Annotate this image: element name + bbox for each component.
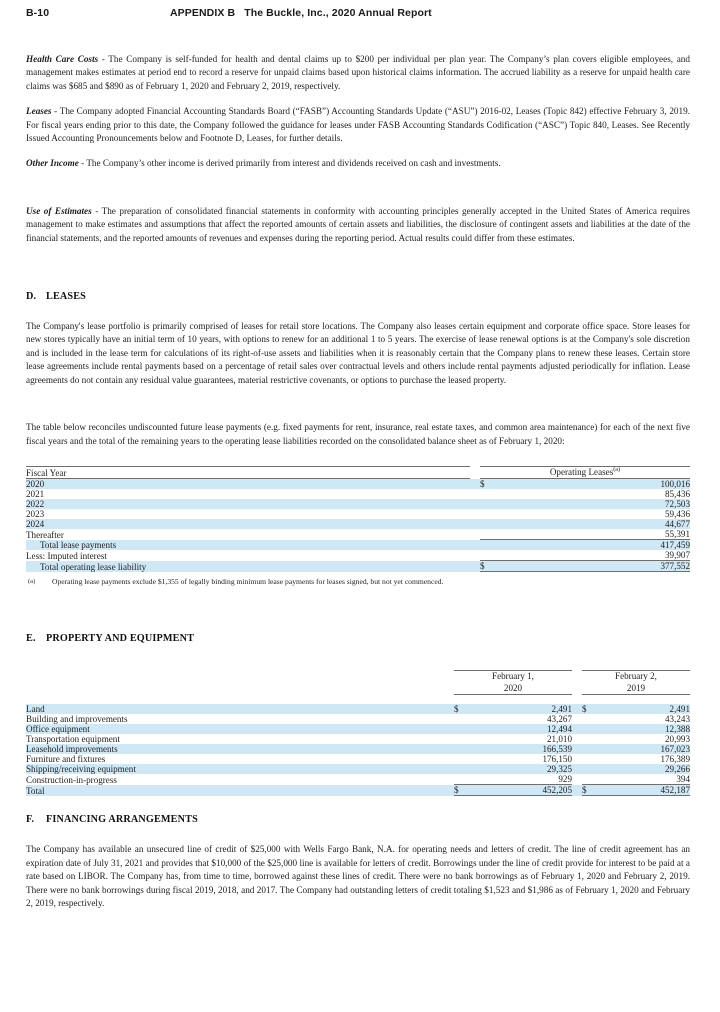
- row-label: Less: Imputed interest: [26, 550, 107, 561]
- row-value: 55,391: [664, 529, 690, 540]
- row-value-2019: 394: [676, 774, 690, 785]
- row-gap: [470, 519, 480, 529]
- table-row: [26, 744, 690, 754]
- table-row: [26, 734, 690, 744]
- row-currency-2019: [582, 754, 604, 764]
- row-value-2020: 929: [558, 774, 572, 785]
- section-title: LEASES: [46, 291, 86, 303]
- column-gap: [572, 671, 582, 695]
- row-value-2020: 21,010: [546, 734, 572, 745]
- table-header-spacer-row: [26, 695, 690, 705]
- row-value-2019: 452,187: [604, 785, 690, 796]
- policy-lead: Other Income: [26, 158, 79, 169]
- financing-arrangements-paragraph: The Company has available an unsecured line of credit of $25,000 with Wells Fargo Bank, N.A. for operating needs and letters of credit. The line of credit agreement has an expiration date of July 31, 2021 and provides that $10,000 of the $25,000 line is available for letters of credit. Borrowings under the line of credit provide for interest to be paid at a rate based on LIBOR. The Company has, from time to time, borrowed against these lines of credit. There were no bank borrowings as of February 1, 2020 and February 2, 2019. There were no bank borrowings during fiscal 2019, 2018, and 2017. The Company had outstanding letters of credit totaling $1,523 and $1,986 as of February 1, 2020 and February 2, 2019, respectively.: [26, 844, 690, 909]
- row-currency-2020: [454, 764, 476, 774]
- row-gap: [444, 774, 454, 785]
- row-value: 377,552: [502, 561, 690, 572]
- table-row: [26, 550, 690, 561]
- policy-health-care-costs: [26, 53, 690, 93]
- row-currency-2020: [454, 774, 476, 785]
- table-header-row: [26, 466, 690, 479]
- row-gap: [470, 509, 480, 519]
- row-label: 2023: [26, 509, 45, 520]
- footnote-text: Operating lease payments exclude $1,355 of legally binding minimum lease payments for leases signed, but not yet commenced.: [52, 577, 444, 587]
- section-letter: F.: [26, 814, 35, 826]
- table-body: [26, 704, 690, 796]
- row-label: Transportation equipment: [26, 734, 120, 745]
- row-value-2019: 176,389: [660, 754, 690, 765]
- row-label: 2022: [26, 499, 470, 509]
- lease-table-intro: The table below reconciles undiscounted future lease payments (e.g. fixed payments for rent, insurance, real estate taxes, and common area maintenance) for each of the next five fiscal years and the total of the remaining years to the operating lease liabilities recorded on the consolidated balance sheet as of February 1, 2020:: [26, 422, 690, 446]
- column-gap: [470, 466, 480, 479]
- row-currency-2020: [454, 754, 476, 764]
- row-gap: [572, 724, 582, 734]
- row-gap: [470, 561, 480, 572]
- row-label: Construction-in-progress: [26, 774, 117, 785]
- table-row: [26, 499, 690, 509]
- row-gap: [444, 724, 454, 734]
- row-gap: [572, 774, 582, 785]
- row-label: Furniture and fixtures: [26, 754, 106, 765]
- footnote-marker: (a): [28, 578, 36, 586]
- table-row: [26, 754, 690, 764]
- header-line-1: February 2,: [615, 671, 657, 682]
- table-row: [26, 509, 690, 519]
- row-value: 72,503: [502, 499, 690, 509]
- row-gap: [444, 744, 454, 754]
- table-row-total: [26, 785, 690, 796]
- row-currency: [480, 529, 502, 540]
- column-gap: [444, 671, 454, 695]
- row-gap: [470, 499, 480, 509]
- row-currency: $: [480, 561, 502, 572]
- appendix-label: APPENDIX B: [170, 7, 236, 19]
- row-label: Total operating lease liability: [26, 561, 470, 572]
- row-label: Total: [26, 785, 444, 796]
- row-value: 59,436: [664, 509, 690, 520]
- row-currency-2019: $: [582, 785, 604, 796]
- policy-lead: Use of Estimates: [26, 205, 92, 216]
- section-title: FINANCING ARRANGEMENTS: [46, 814, 198, 826]
- row-currency: [480, 489, 502, 499]
- row-currency-2020: $: [454, 704, 476, 714]
- row-currency-2020: $: [454, 785, 476, 796]
- table-body: [26, 479, 690, 572]
- row-currency: $: [480, 479, 502, 490]
- policy-lead: Leases: [26, 106, 52, 117]
- row-value: 417,459: [502, 540, 690, 551]
- row-currency-2019: $: [582, 704, 604, 714]
- header-line-2: 2020: [503, 682, 523, 693]
- table-row: [26, 489, 690, 499]
- row-gap: [444, 754, 454, 764]
- section-letter: D.: [26, 291, 37, 303]
- row-gap: [444, 785, 454, 796]
- row-gap: [470, 529, 480, 540]
- property-and-equipment-table: [26, 670, 690, 796]
- table-row: [26, 479, 690, 490]
- leases-paragraph: The Company's lease portfolio is primarily comprised of leases for retail store locations. The Company also leases certain equipment and corporate office space. Store leases for new stores typically have an initial term of 10 years, with options to renew for an additional 1 to 5 years. The exercise of lease renewal options is at the Company's sole discretion and is included in the lease term for calculations of its right-of-use assets and liabilities when it is reasonably certain that the Company plans to renew these leases. Certain store lease agreements include rental payments based on a percentage of retail sales over contractual levels and others include rental payments adjusted periodically for inflation. Lease agreements do not contain any residual value guarantees, material restrictive covenants, or options to purchase the leased property.: [26, 321, 690, 385]
- row-value-2020: 43,267: [546, 714, 572, 725]
- row-gap: [444, 764, 454, 774]
- row-label: Leasehold improvements: [26, 744, 444, 754]
- row-currency-2019: [582, 734, 604, 744]
- row-value-2020: 2,491: [476, 704, 572, 714]
- row-currency-2019: [582, 764, 604, 774]
- table-header-row: [26, 671, 690, 695]
- row-gap: [444, 704, 454, 714]
- row-currency-2019: [582, 744, 604, 754]
- row-currency-2020: [454, 714, 476, 724]
- row-currency: [480, 550, 502, 561]
- table-row: [26, 724, 690, 734]
- table-row: [26, 764, 690, 774]
- row-value-2020: 29,325: [476, 764, 572, 774]
- table-row-subtotal: [26, 540, 690, 551]
- row-currency: [480, 519, 502, 529]
- row-gap: [470, 489, 480, 499]
- page-folio: B-10: [26, 7, 50, 19]
- column-header-fiscal-year: Fiscal Year: [26, 466, 470, 479]
- row-value-2019: 20,993: [664, 734, 690, 745]
- policy-text: - The preparation of consolidated financial statements in conformity with accounting principles generally accepted in the United States of America requires management to make estimates and assumptions that affect the reported amounts of certain assets and liabilities, the disclosure of contingent assets and liabilities at the date of the financial statements, and the reported amounts of revenues and expenses during the reporting period. Actual results could differ from these estimates.: [26, 205, 690, 243]
- row-gap: [470, 540, 480, 551]
- table-row-total: [26, 561, 690, 572]
- row-currency-2019: [582, 774, 604, 785]
- page-running-head: [26, 0, 690, 19]
- row-gap: [444, 714, 454, 724]
- row-currency: [480, 509, 502, 519]
- section-title: PROPERTY AND EQUIPMENT: [46, 633, 195, 645]
- row-currency-2020: [454, 744, 476, 754]
- row-currency: [480, 540, 502, 551]
- row-gap: [572, 714, 582, 724]
- row-value-2020: 12,494: [476, 724, 572, 734]
- row-label: Land: [26, 704, 444, 714]
- row-gap: [444, 734, 454, 744]
- footnote-marker: (a): [613, 465, 621, 473]
- column-header-blank: [26, 671, 444, 695]
- column-header-february-1-2020: [454, 671, 572, 695]
- row-gap: [572, 734, 582, 744]
- lease-table-footnote: [26, 572, 690, 587]
- row-value: 39,907: [664, 550, 690, 561]
- row-label: Total lease payments: [26, 540, 470, 551]
- row-gap: [572, 785, 582, 796]
- row-value-2020: 166,539: [476, 744, 572, 754]
- policy-leases: [26, 105, 690, 145]
- section-letter: E.: [26, 633, 36, 645]
- row-value-2019: 2,491: [604, 704, 690, 714]
- policy-text: - The Company adopted Financial Accounting Standards Board (“FASB”) Accounting Standards Update (“ASU”) 2016-02, Leases (Topic 842) effective February 3, 2019. For fiscal years ending prior to this date, the Company followed the guidance for leases under FASB Accounting Standards Codification (“ASC”) Topic 840, Leases. See Recently Issued Accounting Pronouncements below and Footnote D, Leases, for further details.: [26, 106, 690, 144]
- section-heading-financing-arrangements: [26, 814, 690, 825]
- table-row: [26, 529, 690, 540]
- row-gap: [572, 704, 582, 714]
- row-gap: [470, 479, 480, 490]
- column-header-february-2-2019: [582, 671, 690, 695]
- operating-lease-maturity-table: [26, 466, 690, 573]
- row-value-2019: 29,266: [604, 764, 690, 774]
- policy-other-income: [26, 157, 690, 170]
- table-row: [26, 714, 690, 724]
- header-line-1: February 1,: [492, 671, 534, 682]
- row-currency-2020: [454, 724, 476, 734]
- row-label: 2021: [26, 489, 45, 500]
- row-label: Building and improvements: [26, 714, 128, 725]
- table-row: [26, 704, 690, 714]
- policy-text: - The Company is self-funded for health and dental claims up to $200 per individual per plan year. The Company’s plan covers eligible employees, and management makes estimates at period end to record a reserve for unpaid claims based upon historical claims information. The accrued liability as a reserve for unpaid health care claims was $685 and $890 as of February 1, 2020 and February 2, 2019, respectively.: [26, 54, 690, 91]
- row-currency-2019: [582, 714, 604, 724]
- row-label: Thereafter: [26, 529, 64, 540]
- column-header-operating-leases: Operating Leases$^{(a)}$: [480, 466, 690, 479]
- row-value-2019: 167,023: [604, 744, 690, 754]
- policy-lead: Health Care Costs: [26, 54, 99, 64]
- policy-use-of-estimates: [26, 205, 690, 245]
- row-value: 85,436: [664, 489, 690, 500]
- row-value: 100,016: [502, 479, 690, 490]
- spacer-cell: [26, 695, 690, 705]
- report-title: The Buckle, Inc., 2020 Annual Report: [244, 7, 432, 19]
- header-line-2: 2019: [626, 682, 646, 693]
- row-gap: [572, 754, 582, 764]
- row-label: Office equipment: [26, 724, 444, 734]
- row-value-2019: 43,243: [664, 714, 690, 725]
- section-heading-property-and-equipment: [26, 633, 690, 644]
- row-gap: [470, 550, 480, 561]
- row-currency-2019: [582, 724, 604, 734]
- row-label: 2024: [26, 519, 470, 529]
- row-value: 44,677: [502, 519, 690, 529]
- row-currency-2020: [454, 734, 476, 744]
- row-gap: [572, 764, 582, 774]
- row-label: Shipping/receiving equipment: [26, 764, 444, 774]
- section-heading-leases: [26, 291, 690, 302]
- row-currency: [480, 499, 502, 509]
- policy-text: - The Company’s other income is derived primarily from interest and dividends received on cash and investments.: [78, 158, 501, 169]
- row-value-2020: 452,205: [476, 785, 572, 796]
- row-gap: [572, 744, 582, 754]
- row-value-2019: 12,388: [604, 724, 690, 734]
- row-label: 2020: [26, 479, 470, 490]
- row-value-2020: 176,150: [542, 754, 572, 765]
- table-row: [26, 774, 690, 785]
- table-row: [26, 519, 690, 529]
